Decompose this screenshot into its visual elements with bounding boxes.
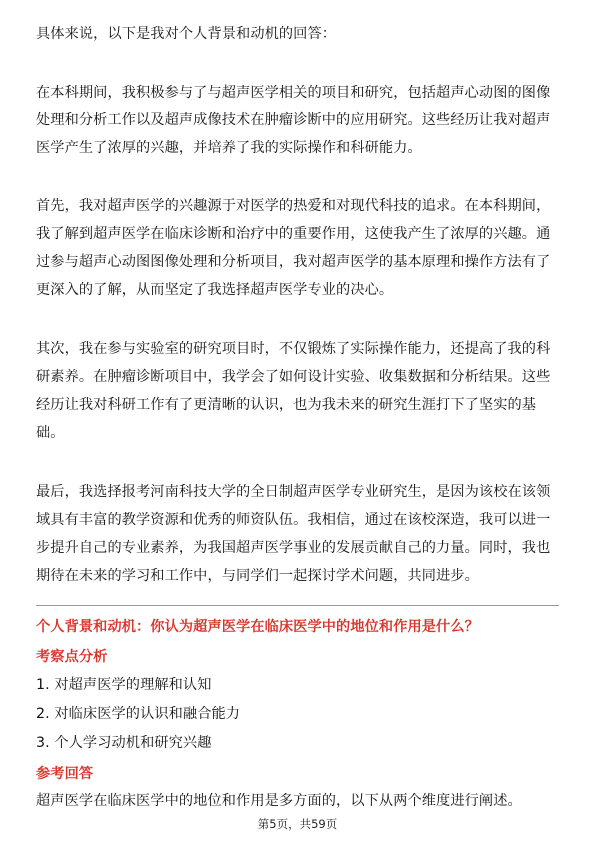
answer-text: 超声医学在临床医学中的地位和作用是多方面的，以下从两个维度进行阐述。 xyxy=(36,793,522,809)
paragraph-3-line-2: 研素养。在肿瘤诊断项目中，我学会了如何设计实验、收集数据和分析结果。这些 xyxy=(36,369,551,385)
analysis-item-1: 1. 对超声医学的理解和认知 xyxy=(36,677,212,693)
paragraph-1-line-3: 医学产生了浓厚的兴趣，并培养了我的实际操作和科研能力。 xyxy=(36,140,422,156)
paragraph-2-line-4: 更深入的了解，从而坚定了我选择超声医学专业的决心。 xyxy=(36,282,394,298)
paragraph-3-line-3: 经历让我对科研工作有了更清晰的认识，也为我未来的研究生涯打下了坚实的基 xyxy=(36,397,537,413)
paragraph-4-line-1: 最后，我选择报考河南科技大学的全日制超声医学专业研究生，是因为该校在该领 xyxy=(36,484,551,500)
paragraph-4-line-3: 步提升自己的专业素养，为我国超声医学事业的发展贡献自己的力量。同时，我也 xyxy=(36,540,551,556)
paragraph-2-line-3: 过参与超声心动图图像处理和分析项目，我对超声医学的基本原理和操作方法有了 xyxy=(36,254,551,270)
analysis-item-2: 2. 对临床医学的认识和融合能力 xyxy=(36,706,241,722)
paragraph-4-line-4: 期待在未来的学习和工作中，与同学们一起探讨学术问题，共同进步。 xyxy=(36,568,479,584)
paragraph-4-line-2: 域具有丰富的教学资源和优秀的师资队伍。我相信，通过在该校深造，我可以进一 xyxy=(36,512,551,528)
analysis-heading: 考察点分析 xyxy=(36,649,108,665)
paragraph-2-line-2: 我了解到超声医学在临床诊断和治疗中的重要作用，这使我产生了浓厚的兴趣。通 xyxy=(36,226,551,242)
paragraph-2-line-1: 首先，我对超声医学的兴趣源于对医学的热爱和对现代科技的追求。在本科期间， xyxy=(36,198,551,214)
paragraph-3-line-1: 其次，我在参与实验室的研究项目时，不仅锻炼了实际操作能力，还提高了我的科 xyxy=(36,341,551,357)
paragraph-1-line-2: 处理和分析工作以及超声成像技术在肿瘤诊断中的应用研究。这些经历让我对超声 xyxy=(36,112,551,128)
question-title: 个人背景和动机：你认为超声医学在临床医学中的地位和作用是什么？ xyxy=(36,619,479,635)
answer-heading: 参考回答 xyxy=(36,766,94,782)
page-number-footer: 第5页，共59页 xyxy=(257,817,338,831)
paragraph-1-line-1: 在本科期间，我积极参与了与超声医学相关的项目和研究，包括超声心动图的图像 xyxy=(36,85,551,101)
analysis-item-3: 3. 个人学习动机和研究兴趣 xyxy=(36,735,212,751)
intro-line: 具体来说，以下是我对个人背景和动机的回答： xyxy=(36,26,337,42)
section-divider xyxy=(36,605,559,606)
paragraph-3-line-4: 础。 xyxy=(36,425,65,441)
